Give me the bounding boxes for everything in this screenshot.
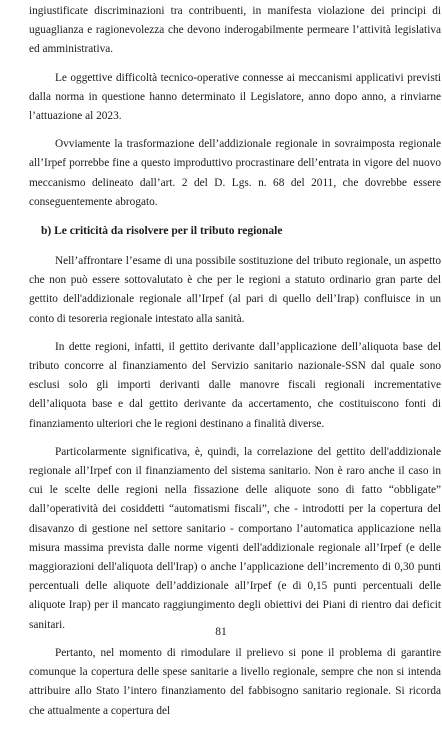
paragraph: Nell’affrontare l’esame di una possibile sostituzione del tributo regionale, un aspetto che non può essere sottovalutato è che per le regioni a statuto ordinario gran parte del gettito dell'addizionale regionale all’Irpef (al pari di quello dell’Irap) confluisce in un conto di tesoreria regionale intestato alla sanità. — [29, 255, 441, 325]
paragraph: In dette regioni, infatti, il gettito derivante dall’applicazione dell’aliquota base del tributo concorre al finanziamento del Servizio sanitario nazionale-SSN dal quale sono esclusi solo gli importi derivanti dalle manovre fiscali regionali incrementative dell’aliquota base e dal gettito derivante da accertamento, che costituiscono fonti di finanziamento ulteriori che le regioni destinano a finalità diverse. — [29, 340, 441, 430]
document-page — [29, 2, 441, 730]
paragraph: Pertanto, nel momento di rimodulare il prelievo si pone il problema di garantire comunque la copertura delle spese sanitarie a livello regionale, sempre che non si intenda attribuire allo Stato l’intero finanziamento del fabbisogno sanitario regionale. Si ricorda che attualmente a copertura del — [29, 646, 441, 717]
section-heading: b) Le criticità da risolvere per il tributo regionale — [41, 225, 283, 238]
paragraph: Le oggettive difficoltà tecnico-operative connesse ai meccanismi applicativi previsti dalla norma in questione hanno determinato il Legislatore, anno dopo anno, a rinviarne l’attuazione al 2023. — [29, 71, 441, 123]
paragraph-continuation: ingiustificate discriminazioni tra contribuenti, in manifesta violazione dei principi di uguaglianza e ragionevolezza che devono inderogabilmente permeare l’attività legislativa ed amministrativa. — [29, 5, 441, 56]
paragraph: Particolarmente significativa, è, quindi, la correlazione del gettito dell'addizionale regionale all’Irpef con il finanziamento del sistema sanitario. Non è raro anche il caso in cui le scelte delle regioni nella fissazione delle aliquote sono di fatto “obbligate” dall’operatività dei cosiddetti “automatismi fiscali”, che - introdotti per la copertura del disavanzo di gestione nel settore sanitario - comportano l’automatica applicazione nella misura massima prevista dalle norme vigenti dell'addizionale regionale all’Irpef (e delle maggiorazioni dell'aliquota dell'Irap) o anche l’applicazione dell’incremento di 0,30 punti percentuali delle aliquote dell’addizionale all’Irpef (e di 0,15 punti percentuali delle aliquote Irap) per il mancato raggiungimento degli obiettivi dei Piani di rientro dai deficit sanitari. — [29, 445, 441, 631]
page-number: 81 — [215, 626, 227, 638]
paragraph: Ovviamente la trasformazione dell’addizionale regionale in sovraimposta regionale all’Irpef porrebbe fine a questo improduttivo procrastinare dell’entrata in vigore del nuovo meccanismo delineato dall’art. 2 del D. Lgs. n. 68 del 2011, che dovrebbe essere conseguentemente abrogato. — [29, 138, 441, 208]
